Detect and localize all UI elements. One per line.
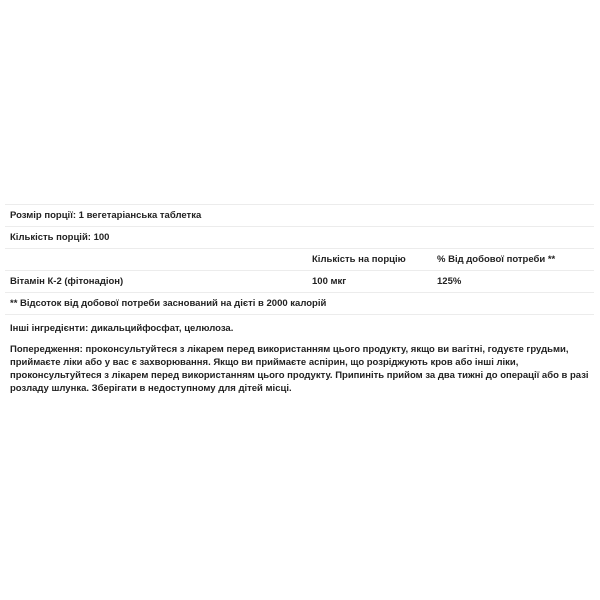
table-row — [5, 271, 594, 293]
nutrient-daily-value: 125% — [437, 276, 462, 287]
header-daily-value: % Від добової потреби ** — [437, 254, 556, 265]
servings-per-container-row — [5, 227, 594, 249]
footnote-row — [5, 293, 594, 315]
warning-line: приймаєте ліки або у вас є захворювання. Якщо ви приймаєте аспірин, що розріджують кров або інші ліки, — [10, 357, 519, 368]
warning-text — [10, 343, 590, 395]
table-header-row — [5, 249, 594, 271]
other-ingredients: Інші інгредієнти: дикальцийфосфат, целюлоза. — [10, 323, 234, 334]
warning-line: Попередження: проконсультуйтеся з лікарем перед використанням цього продукту, якщо ви вагітні, годуєте грудьми, — [10, 344, 569, 355]
header-amount-per-serving: Кількість на порцію — [312, 254, 406, 265]
serving-size-row — [5, 205, 594, 227]
nutrient-amount: 100 мкг — [312, 276, 347, 287]
nutrient-name: Вітамін К-2 (фітонадіон) — [10, 276, 124, 287]
warning-line: проконсультуйтеся з лікарем перед використанням цього продукту. Припиніть прийом за два тижні до операції або в разі — [10, 370, 589, 381]
supplement-facts-table — [5, 204, 594, 315]
warning-line: розладу шлунка. Зберігати в недоступному для дітей місці. — [10, 383, 292, 394]
daily-value-footnote: ** Відсоток від добової потреби заснований на дієті в 2000 калорій — [10, 298, 327, 309]
serving-size: Розмір порції: 1 вегетаріанська таблетка — [10, 210, 202, 221]
servings-per-container: Кількість порцій: 100 — [10, 232, 110, 243]
